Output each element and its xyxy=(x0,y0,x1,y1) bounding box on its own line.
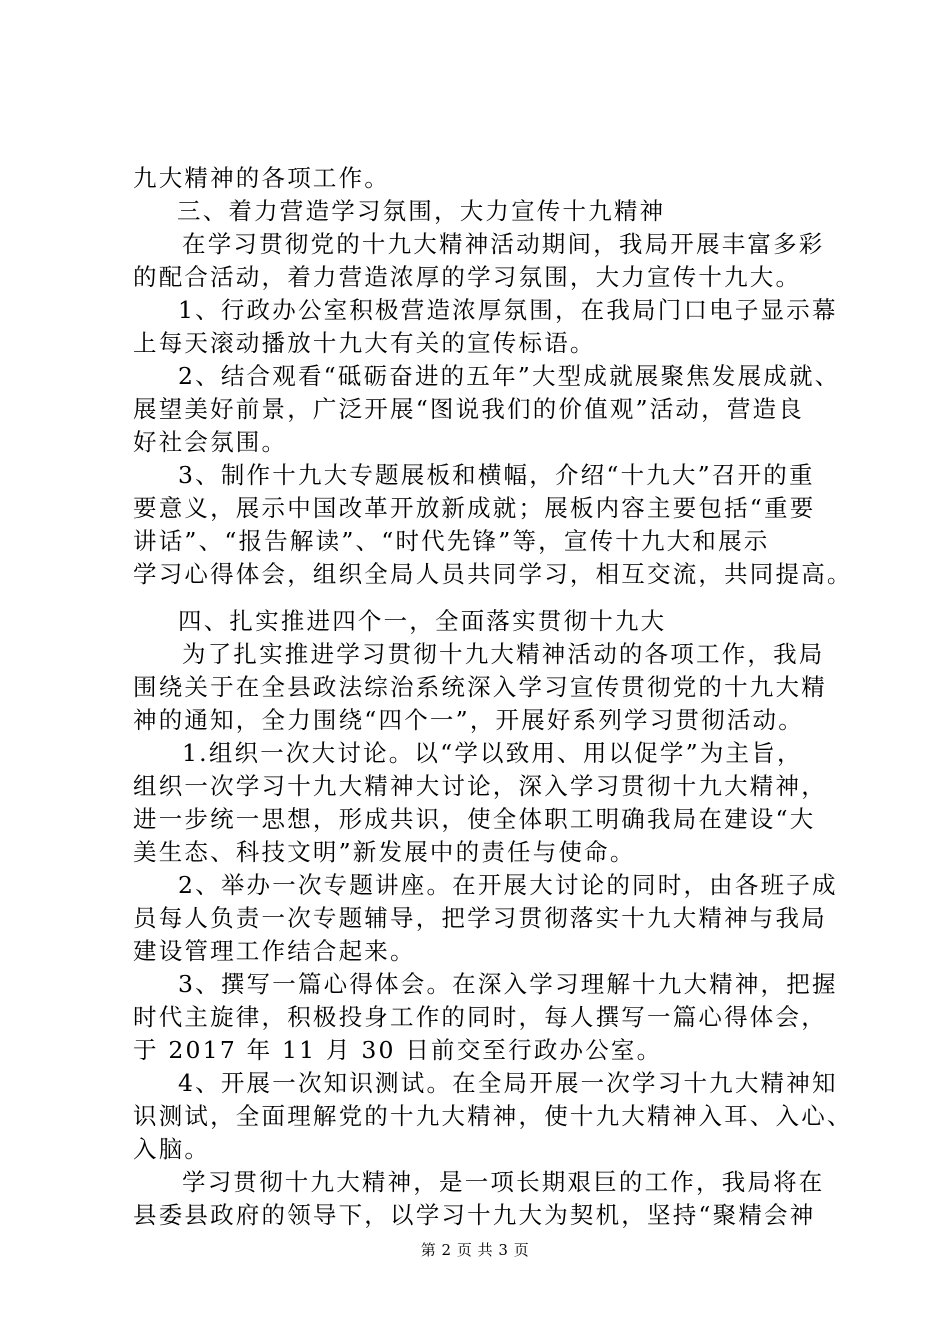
text-line: 讲话”、“报告解读”、“时代先锋”等，宣传十九大和展示 xyxy=(133,527,770,555)
text-line: 在学习贯彻党的十九大精神活动期间，我局开展丰富多彩 xyxy=(182,230,825,258)
section-heading: 四、扎实推进四个一，全面落实贯彻十九大 xyxy=(178,607,667,635)
text-line: 美生态、科技文明”新发展中的责任与使命。 xyxy=(133,838,636,866)
text-line: 2、结合观看“砥砺奋进的五年”大型成就展聚焦发展成就、 xyxy=(178,362,841,390)
text-line: 学习贯彻十九大精神，是一项长期艰巨的工作，我局将在 xyxy=(182,1168,825,1196)
text-line: 县委县政府的领导下，以学习十九大为契机，坚持“聚精会神 xyxy=(133,1201,816,1229)
text-line: 识测试，全面理解党的十九大精神，使十九大精神入耳、入心、 xyxy=(133,1102,853,1130)
text-line: 学习心得体会，组织全局人员共同学习，相互交流，共同提高。 xyxy=(133,560,853,588)
text-line: 入脑。 xyxy=(133,1135,211,1163)
text-line: 上每天滚动播放十九大有关的宣传标语。 xyxy=(133,329,596,357)
text-line: 1.组织一次大讨论。以“学以致用、用以促学”为主旨， xyxy=(182,739,803,767)
text-line: 3、制作十九大专题展板和横幅，介绍“十九大”召开的重 xyxy=(178,461,815,489)
text-line: 的配合活动，着力营造浓厚的学习氛围，大力宣传十九大。 xyxy=(133,263,802,291)
text-line: 神的通知，全力围绕“四个一”，开展好系列学习贯彻活动。 xyxy=(133,706,804,734)
text-line: 4、开展一次知识测试。在全局开展一次学习十九大精神知 xyxy=(178,1069,838,1097)
text-line: 建设管理工作结合起来。 xyxy=(133,937,416,965)
text-line: 好社会氛围。 xyxy=(133,428,288,456)
text-line: 九大精神的各项工作。 xyxy=(133,164,390,192)
text-line: 2、举办一次专题讲座。在开展大讨论的同时，由各班子成 xyxy=(178,871,838,899)
text-line: 要意义，展示中国改革开放新成就；展板内容主要包括“重要 xyxy=(133,494,816,522)
text-line: 1、行政办公室积极营造浓厚氛围，在我局门口电子显示幕 xyxy=(178,296,838,324)
text-line: 组织一次学习十九大精神大讨论，深入学习贯彻十九大精神， xyxy=(133,772,827,800)
text-line: 为了扎实推进学习贯彻十九大精神活动的各项工作，我局 xyxy=(182,640,825,668)
text-line: 围绕关于在全县政法综治系统深入学习宣传贯彻党的十九大精 xyxy=(133,673,827,701)
text-line: 展望美好前景，广泛开展“图说我们的价值观”活动，营造良 xyxy=(133,395,804,423)
section-heading: 三、着力营造学习氛围，大力宣传十九精神 xyxy=(177,197,666,225)
page-footer: 第 2 页 共 3 页 xyxy=(420,1241,530,1259)
text-line: 3、撰写一篇心得体会。在深入学习理解十九大精神，把握 xyxy=(178,970,838,998)
text-line: 于 2017 年 11 月 30 日前交至行政办公室。 xyxy=(133,1036,663,1064)
text-line: 进一步统一思想，形成共识，使全体职工明确我局在建设“大 xyxy=(133,805,816,833)
text-line: 时代主旋律，积极投身工作的同时，每人撰写一篇心得体会， xyxy=(133,1003,827,1031)
text-line: 员每人负责一次专题辅导，把学习贯彻落实十九大精神与我局 xyxy=(133,904,827,932)
